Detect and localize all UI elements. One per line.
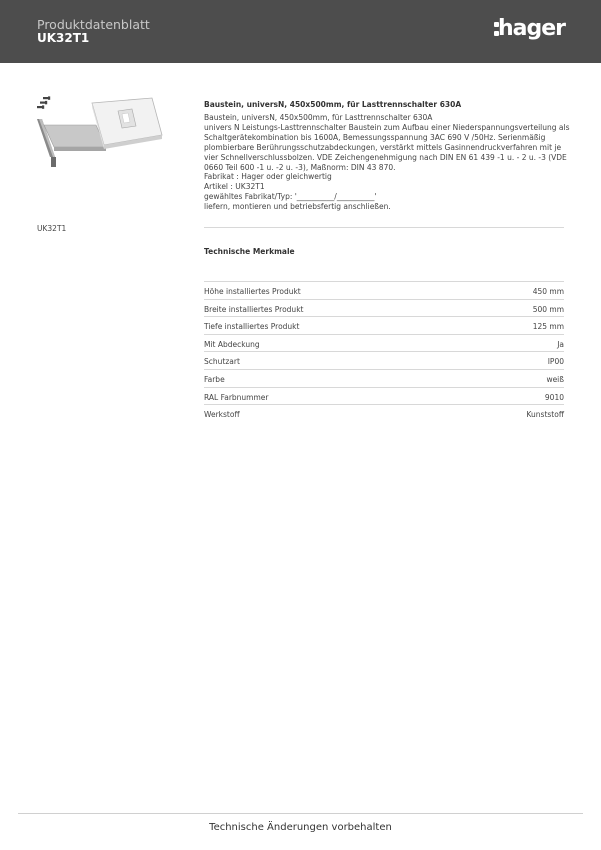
- description-line: Schaltgerätekombination bis 1600A, Bemessungsspannung 3AC 690 V /50Hz. Serienmäßig: [204, 132, 546, 142]
- header-bar: [0, 0, 601, 63]
- logo-wordmark: hager: [498, 16, 566, 41]
- spec-label: Tiefe installiertes Produkt: [204, 322, 300, 332]
- spec-value: 9010: [544, 392, 564, 402]
- article-code-title: UK32T1: [37, 31, 90, 45]
- spec-label: Breite installiertes Produkt: [204, 304, 304, 314]
- section-divider: [204, 227, 564, 228]
- spec-row: [204, 299, 564, 317]
- spec-row: [204, 351, 564, 369]
- spec-value: 500 mm: [532, 304, 564, 314]
- spec-label: Höhe installiertes Produkt: [204, 287, 301, 296]
- description-line: Artikel : UK32T1: [204, 182, 265, 192]
- spec-label: Werkstoff: [204, 410, 240, 420]
- spec-row: [204, 316, 564, 334]
- description-line: Baustein, universN, 450x500mm, für Lasttrennschalter 630A: [204, 113, 433, 122]
- specs-table: [204, 281, 564, 422]
- spec-label: Mit Abdeckung: [204, 339, 260, 349]
- spec-label: Farbe: [204, 374, 225, 384]
- spec-value: 450 mm: [532, 287, 564, 296]
- spec-label: Schutzart: [204, 357, 240, 367]
- footer-disclaimer: Technische Änderungen vorbehalten: [209, 822, 392, 833]
- description-line: univers N Leistungs-Lasttrennschalter Baustein zum Aufbau einer Niederspannungsverteilung als: [204, 122, 570, 132]
- spec-value: Ja: [557, 339, 564, 349]
- footer-divider: [18, 813, 583, 814]
- product-description: [204, 113, 570, 212]
- description-line: vier Schnellverschlussbolzen. VDE Zeichengenehmigung nach DIN EN 61 439 -1 u. - 2 u. -3 (VDE: [204, 152, 567, 162]
- description-line: 0660 Teil 600 -1 u. -2 u. -3), Maßnorm: DIN 43 870.: [204, 162, 396, 172]
- product-photo: [34, 95, 164, 175]
- spec-row: [204, 369, 564, 387]
- description-line: Fabrikat : Hager oder gleichwertig: [204, 172, 332, 182]
- spec-value: IP00: [547, 357, 564, 367]
- technical-features-heading: Technische Merkmale: [204, 247, 295, 256]
- spec-row: [204, 281, 564, 299]
- spec-value: 125 mm: [532, 322, 564, 332]
- spec-row: [204, 387, 564, 405]
- description-line: liefern, montieren und betriebsfertig anschließen.: [204, 202, 391, 212]
- spec-row: [204, 334, 564, 352]
- spec-value: Kunststoff: [526, 410, 564, 420]
- spec-value: weiß: [546, 374, 564, 384]
- product-title: Baustein, universN, 450x500mm, für Lasttrennschalter 630A: [204, 100, 462, 109]
- side-article-code: UK32T1: [37, 224, 67, 233]
- description-line: gewähltes Fabrikat/Typ: '__________/__________': [204, 192, 377, 202]
- document-type: Produktdatenblatt: [37, 17, 150, 32]
- spec-row: [204, 404, 564, 422]
- description-line: plombierbare Berührungsschutzabdeckungen, verstärkt mittels Gasinnendruckverfahren mit je: [204, 142, 562, 152]
- spec-label: RAL Farbnummer: [204, 392, 269, 402]
